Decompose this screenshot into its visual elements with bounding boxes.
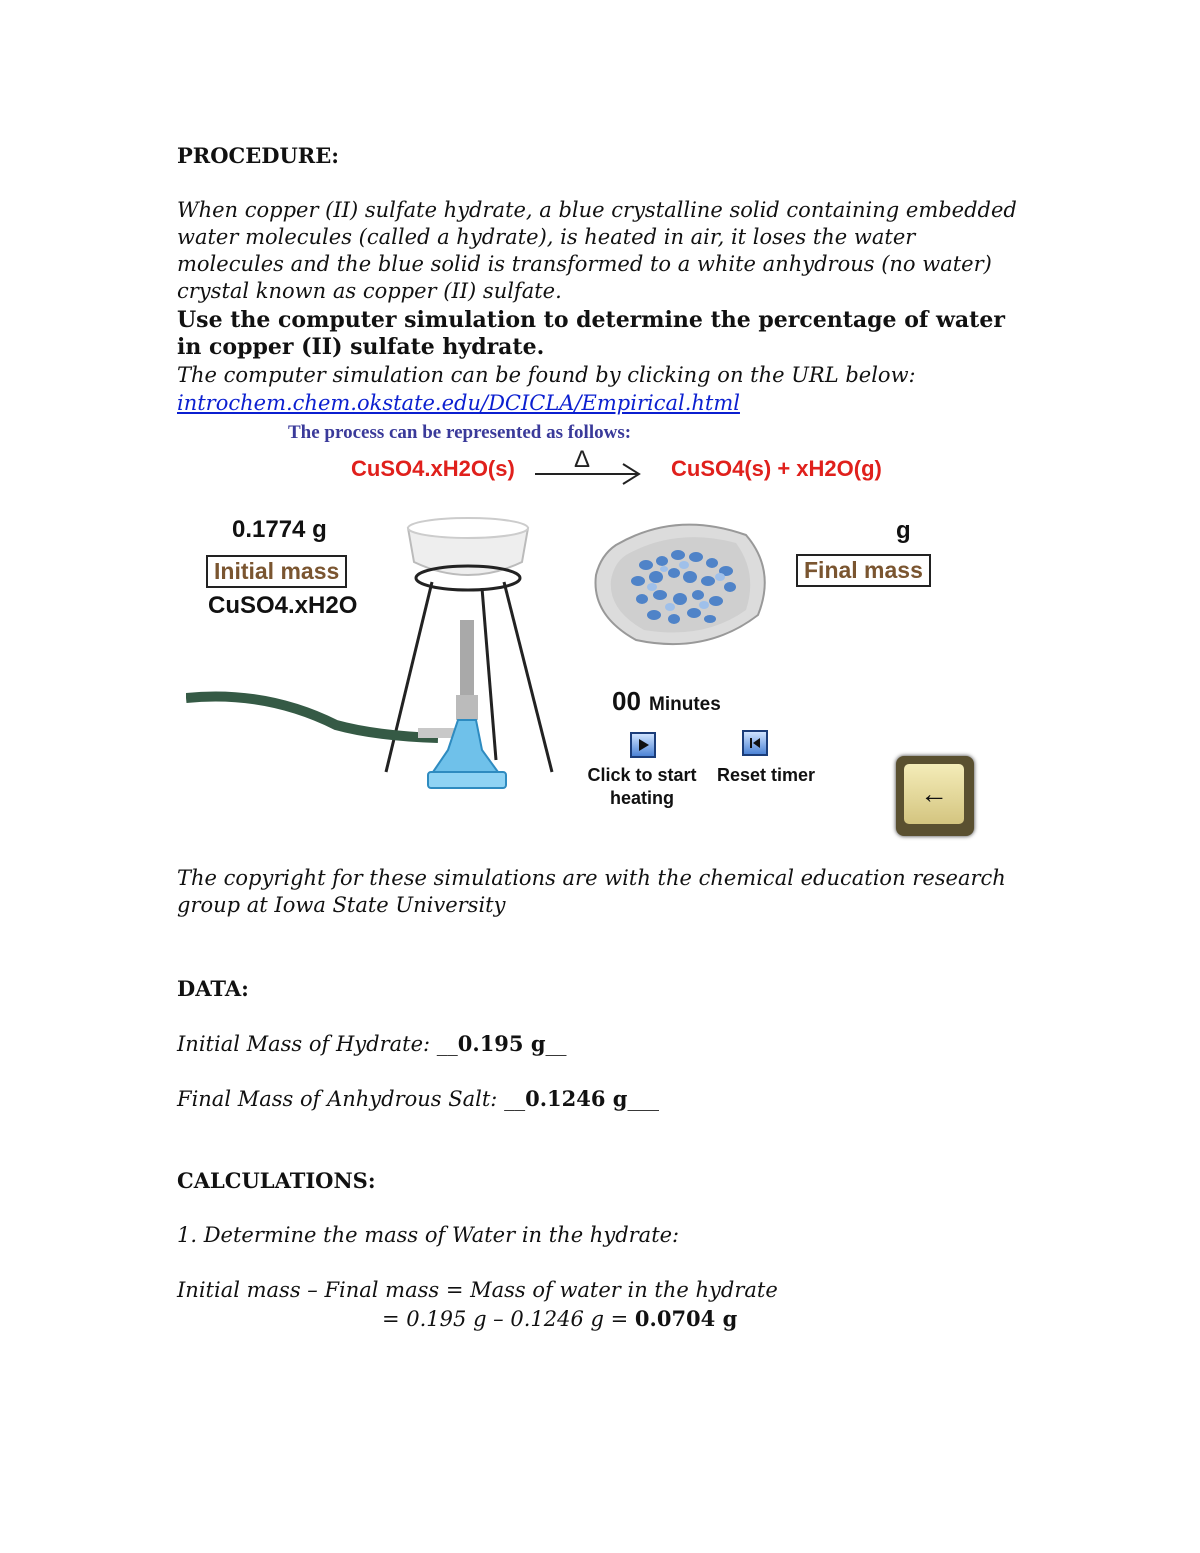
procedure-intro: When copper (II) sulfate hydrate, a blue crystalline solid containing embedded water molecules (called a hydrate), is heated in air, it loses the water molecules and the blue solid is transformed to a white anhydrous (no water) crystal known as copper (II) sulfate. xyxy=(177,198,1017,303)
start-heating-label-line-1: Click to start xyxy=(587,765,697,785)
copyright-note: The copyright for these simulations are with the chemical education research group at Iowa State University xyxy=(177,866,1006,917)
product-formula: CuSO4(s) + xH2O(g) xyxy=(671,456,882,481)
calc-result-expression: = 0.195 g – 0.1246 g = xyxy=(382,1307,635,1331)
simulation-link[interactable]: introchem.chem.okstate.edu/DCICLA/Empirical.html xyxy=(177,391,740,415)
reactant-formula: CuSO4.xH2O(s) xyxy=(351,456,515,481)
calc-step-1: 1. Determine the mass of Water in the hydrate: xyxy=(177,1223,680,1247)
calc-equation: Initial mass – Final mass = Mass of water in the hydrate xyxy=(177,1278,778,1302)
back-arrow-icon: ← xyxy=(904,764,964,824)
process-text: The process can be represented as follows: xyxy=(288,422,632,443)
initial-mass-line: Initial Mass of Hydrate: __0.195 g__ xyxy=(177,1031,567,1056)
hydrate-formula: CuSO4.xH2O xyxy=(208,592,358,619)
final-mass-readout: g xyxy=(896,517,911,544)
burner-apparatus-icon xyxy=(186,510,586,810)
initial-mass-value: 0.195 g xyxy=(457,1031,546,1056)
back-button[interactable] xyxy=(896,756,974,836)
start-heating-button[interactable] xyxy=(630,732,656,758)
timer-minutes-value: 00 xyxy=(612,686,641,716)
data-heading: DATA: xyxy=(177,976,249,1001)
initial-mass-label: Initial Mass of Hydrate: xyxy=(177,1032,431,1056)
procedure-instruction: Use the computer simulation to determine the percentage of water in copper (II) sulfate hydrate. xyxy=(177,307,1005,360)
start-heating-label-line-2: heating xyxy=(609,788,674,808)
initial-mass-readout: 0.1774 g xyxy=(232,516,327,543)
timer-minutes-label: Minutes xyxy=(649,694,721,715)
url-intro: The computer simulation can be found by clicking on the URL below: xyxy=(177,363,916,387)
initial-mass-button[interactable]: Initial mass xyxy=(206,555,347,588)
final-mass-button[interactable]: Final mass xyxy=(796,554,931,587)
final-mass-value: 0.1246 g xyxy=(525,1086,628,1111)
procedure-heading: PROCEDURE: xyxy=(177,143,339,168)
start-heating-label xyxy=(576,764,708,810)
reset-icon xyxy=(744,732,766,754)
calc-result-line xyxy=(382,1305,737,1333)
reaction-arrow-icon xyxy=(531,460,646,490)
final-mass-line: Final Mass of Anhydrous Salt: __0.1246 g___ xyxy=(177,1086,659,1111)
crucible-crystals-icon xyxy=(586,515,771,665)
delta-symbol: Δ xyxy=(574,446,591,473)
reset-timer-label: Reset timer xyxy=(716,765,816,785)
reset-timer-button[interactable] xyxy=(742,730,768,756)
simulation-figure xyxy=(186,420,986,840)
play-icon xyxy=(632,734,654,756)
calculations-heading: CALCULATIONS: xyxy=(177,1168,376,1193)
calc-result-value: 0.0704 g xyxy=(634,1306,738,1331)
final-mass-label: Final Mass of Anhydrous Salt: xyxy=(177,1087,498,1111)
